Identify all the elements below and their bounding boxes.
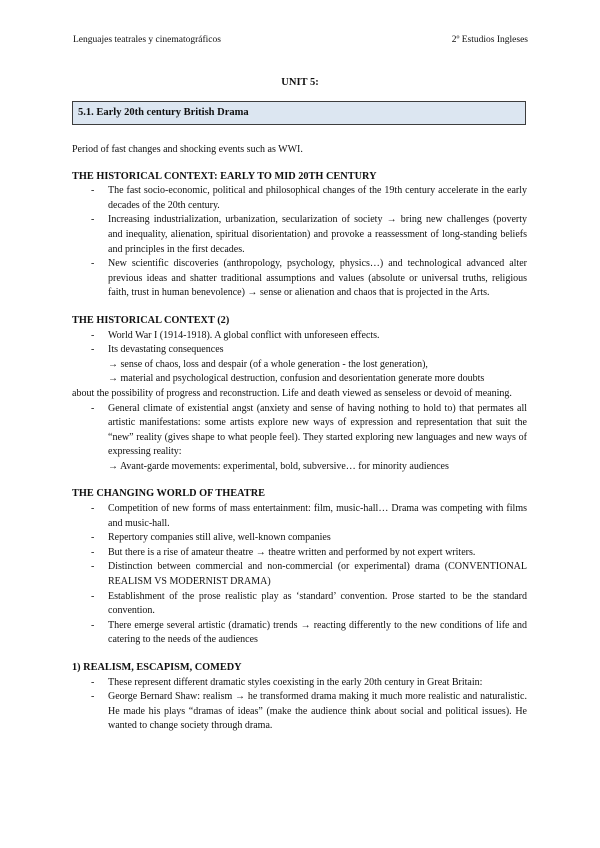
list-item: - Increasing industrialization, urbanization, secularization of society → bring new challenges (poverty and inequality, alienation, spiritual disorientation) and provoke a reassessment of long-standing beliefs and principles in the first decades. — [72, 213, 527, 257]
document-body — [72, 143, 527, 734]
heading-realism-escapism-comedy: 1) REALISM, ESCAPISM, COMEDY — [72, 662, 242, 673]
list-item: - New scientific discoveries (anthropology, psychology, physics…) and technological advanced alter previous ideas and shatter traditional assumptions and values (absolute or universal truths, religious faith, trust in human benevolence) → sense or alienation and chaos that is projected in the Arts. — [72, 257, 527, 301]
heading-historical-context: THE HISTORICAL CONTEXT: EARLY TO MID 20TH CENTURY — [72, 170, 377, 182]
continuation-text: about the possibility of progress and reconstruction. Life and death viewed as senseless or devoid of meaning. — [72, 387, 512, 399]
list-item: - George Bernard Shaw: realism → he transformed drama making it much more realistic and naturalistic. He made his plays “dramas of ideas” (make the audience think about social and political issues). He wanted to change society through drama. — [72, 690, 527, 734]
arrow-line: → Avant-garde movements: experimental, bold, subversive… for minority audiences — [108, 460, 449, 472]
list-changing-world-theatre — [72, 502, 527, 648]
list-item: - General climate of existential angst (anxiety and sense of having nothing to hold to) that permates all artistic manifestations: some artists explore new ways of expression and representation that suit the “new” reality (gives shape to what people feel). They started exploring new languages and new ways of expressing reality: — [72, 402, 527, 460]
unit-title: UNIT 5: — [281, 77, 319, 88]
intro-paragraph: Period of fast changes and shocking events such as WWI. — [72, 144, 303, 155]
list-item: - World War I (1914-1918). A global conflict with unforeseen effects. — [72, 329, 527, 344]
list-item: - These represent different dramatic styles coexisting in the early 20th century in Great Britain: — [72, 676, 527, 691]
list-item: - Repertory companies still alive, well-known companies — [72, 531, 527, 546]
list-item: - There emerge several artistic (dramatic) trends → reacting differently to the new conditions of life and catering to the needs of the audiences — [72, 619, 527, 648]
list-historical-context — [72, 184, 527, 301]
list-item: - Its devastating consequences — [72, 343, 527, 358]
list-realism-escapism-comedy — [72, 676, 527, 734]
section-title-box — [72, 101, 526, 125]
heading-historical-context-2: THE HISTORICAL CONTEXT (2) — [72, 314, 230, 326]
section-title: 5.1. Early 20th century British Drama — [78, 107, 249, 118]
heading-changing-world-theatre: THE CHANGING WORLD OF THEATRE — [72, 488, 266, 500]
arrow-line: → material and psychological destruction, confusion and desorientation generate more doubts — [108, 373, 485, 385]
list-item: - Competition of new forms of mass entertainment: film, music-hall… Drama was competing with films and music-hall. — [72, 502, 527, 531]
header-course: Lenguajes teatrales y cinematográficos — [73, 35, 221, 45]
header-degree: 2º Estudios Ingleses — [451, 35, 528, 45]
list-item: - Establishment of the prose realistic play as ‘standard’ convention. Prose started to be the standard convention. — [72, 590, 527, 619]
list-item: - The fast socio-economic, political and philosophical changes of the 19th century accelerate in the early decades of the 20th century. — [72, 184, 527, 213]
arrow-line: → sense of chaos, loss and despair (of a whole generation - the lost generation), — [108, 358, 428, 370]
list-historical-context-2 — [72, 329, 527, 475]
list-item: - But there is a rise of amateur theatre → theatre written and performed by not expert writers. — [72, 546, 527, 561]
list-item: - Distinction between commercial and non-commercial (or experimental) drama (CONVENTIONAL REALISM VS MODERNIST DRAMA) — [72, 560, 527, 589]
